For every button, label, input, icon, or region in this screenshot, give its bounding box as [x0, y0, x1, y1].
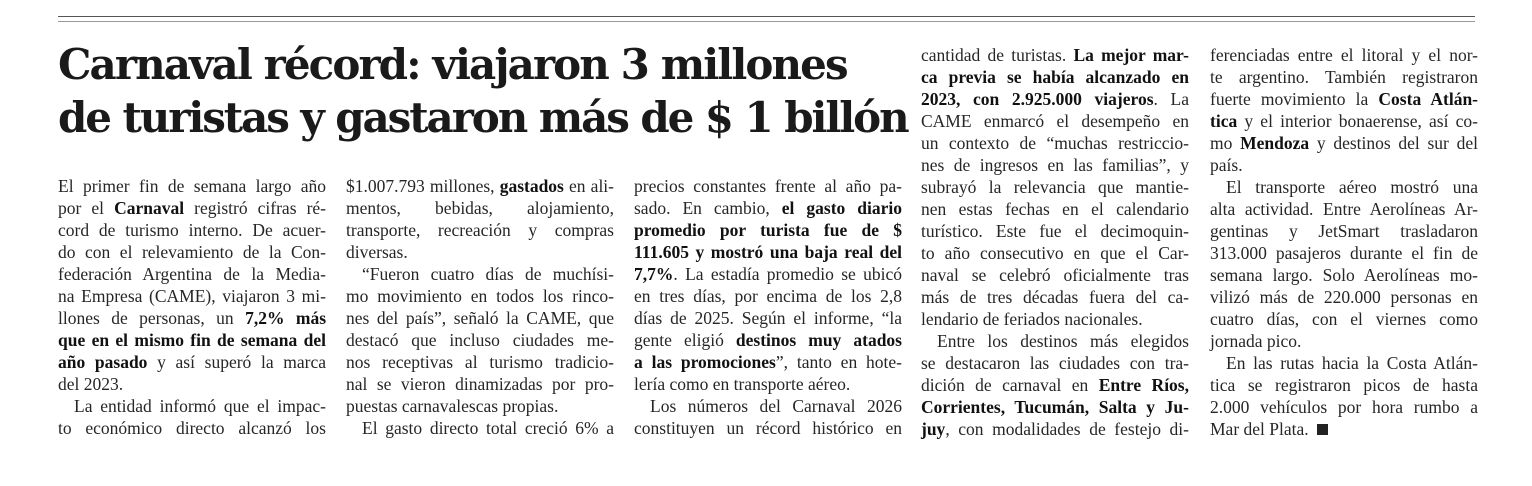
text-line: nal se vieron dinamizadas por pro- [346, 374, 614, 394]
bold-phrase: año pasado [58, 352, 148, 372]
text-line: transporte, recreación y compras [346, 220, 614, 240]
text-line: CAME enmarcó el desempeño en [921, 111, 1189, 131]
text-line: 313.000 pasajeros durante el fin de [1210, 243, 1478, 263]
text-line: to año consecutivo en que el Car- [921, 243, 1189, 263]
text-line: alta actividad. Entre Aerolíneas Ar- [1210, 199, 1478, 219]
text-line: “Fueron cuatro días de muchísi- [362, 264, 614, 284]
bold-phrase: Entre Ríos, [1098, 375, 1189, 395]
text-line: vilizó más de 220.000 personas en [1210, 287, 1478, 307]
bold-phrase: Carnaval [114, 198, 185, 218]
text-line: te argentino. También registraron [1210, 67, 1478, 87]
text-line: Mar del Plata. [1210, 418, 1478, 440]
text-line: El primer fin de semana largo año [58, 176, 326, 196]
bold-phrase: gastados [499, 176, 564, 196]
bold-phrase: promedio por turista fue de $ [634, 220, 902, 240]
bold-phrase: ca previa se había alcanzado en [921, 67, 1189, 87]
text-line: tica y el interior bonaerense, así co- [1210, 111, 1478, 131]
bold-phrase: Mendoza [1240, 133, 1310, 153]
text-line: naval se celebró oficialmente tras [921, 265, 1189, 285]
text-line: sado. En cambio, el gasto diario [634, 198, 902, 218]
end-of-article-mark [1317, 424, 1328, 435]
text-line: turístico. Este fue el decimoquin- [921, 221, 1189, 241]
text-line: constituyen un récord histórico en [634, 418, 902, 438]
bold-phrase: 7,7% [634, 264, 674, 284]
text-line: dición de carnaval en Entre Ríos, [921, 375, 1189, 395]
text-line: puestas carnavalescas propias. [346, 396, 559, 416]
text-line [921, 66, 1189, 88]
text-line: lería como en transporte aéreo. [634, 374, 851, 394]
text-line: nes del país”, señaló la CAME, que [346, 308, 614, 328]
text-line: tica se registraron picos de hasta [1210, 375, 1478, 395]
text-line: jornada pico. [1210, 331, 1302, 351]
text-line: El transporte aéreo mostró una [1226, 177, 1478, 197]
text-line: cuatro días, con el viernes como [1210, 309, 1478, 329]
text-line: nes de ingresos en las familias”, y [921, 155, 1189, 175]
text-line: Entre los destinos más elegidos [937, 331, 1189, 351]
text-line: por el Carnaval registró cifras ré- [58, 198, 326, 218]
article-column-1 [58, 175, 326, 439]
text-line: to económico directo alcanzó los [58, 418, 326, 438]
text-line: lendario de feriados nacionales. [921, 309, 1143, 329]
text-line: un contexto de “muchas restriccio- [921, 133, 1189, 153]
bold-phrase: que en el mismo fin de semana del [58, 330, 326, 350]
bold-phrase: destinos muy atados [735, 330, 902, 350]
bold-phrase: Corrientes, Tucumán, Salta y Ju- [921, 397, 1189, 417]
text-line: destacó que incluso ciudades me- [346, 330, 614, 350]
text-line: mentos, bebidas, alojamiento, [346, 198, 614, 218]
article-column-4 [921, 44, 1189, 440]
text-line: cantidad de turistas. La mejor mar- [921, 45, 1189, 65]
bold-phrase: Costa Atlán- [1378, 89, 1479, 109]
top-rule-thin [58, 21, 1475, 22]
text-line: 2023, con 2.925.000 viajeros. La [921, 89, 1189, 109]
text-line: en tres días, por encima de los 2,8 [634, 286, 902, 306]
bold-phrase: 111.605 y mostró una baja real del [634, 242, 902, 262]
headline-line-1: Carnaval récord: viajaron 3 millones [58, 40, 847, 89]
top-rule [58, 16, 1475, 17]
text-line [58, 329, 326, 351]
text-line: En las rutas hacia la Costa Atlán- [1226, 353, 1478, 373]
text-line: na Empresa (CAME), viajaron 3 mi- [58, 286, 326, 306]
headline-line-2: de turistas y gastaron más de $ 1 billón [58, 93, 908, 142]
text-line: do con el relevamiento de la Con- [58, 242, 326, 262]
text-line: nen estas fechas en el calendario [921, 199, 1189, 219]
text-line: federación Argentina de la Media- [58, 264, 326, 284]
headline [58, 38, 908, 144]
text-line: Los números del Carnaval 2026 [650, 396, 902, 416]
text-line: gentinas y JetSmart trasladaron [1210, 221, 1478, 241]
text-line: La entidad informó que el impac- [74, 396, 326, 416]
text-line: precios constantes frente al año pa- [634, 176, 902, 196]
text-line: del 2023. [58, 374, 124, 394]
text-line [634, 219, 902, 241]
text-line: 2.000 vehículos por hora rumbo a [1210, 397, 1478, 417]
text-line: se destacaron las ciudades con tra- [921, 353, 1189, 373]
bold-phrase: 7,2% más [245, 308, 327, 328]
text-line: $1.007.793 millones, gastados en ali- [346, 176, 614, 196]
bold-phrase: La mejor mar- [1073, 45, 1189, 65]
bold-phrase: a las promociones [634, 352, 776, 372]
text-line: diversas. [346, 242, 408, 262]
text-line [634, 241, 902, 263]
text-line: fuerte movimiento la Costa Atlán- [1210, 89, 1479, 109]
text-line: 7,7%. La estadía promedio se ubicó [634, 264, 902, 284]
bold-phrase: el gasto diario [781, 198, 902, 218]
text-line: ferenciadas entre el litoral y el nor- [1210, 45, 1478, 65]
text-line: cord de turismo interno. De acuer- [58, 220, 326, 240]
text-line: mo movimiento en todos los rinco- [346, 286, 614, 306]
text-line: nos receptivas al turismo tradicio- [346, 352, 614, 372]
article-column-2 [346, 175, 614, 439]
bold-phrase: juy [921, 419, 946, 439]
text-line [921, 396, 1189, 418]
text-line: mo Mendoza y destinos del sur del [1210, 133, 1478, 153]
text-line: país. [1210, 155, 1243, 175]
text-line: más de tres décadas fuera del ca- [921, 287, 1189, 307]
text-line: subrayó la relevancia que mantie- [921, 177, 1189, 197]
article-column-5 [1210, 44, 1478, 440]
text-line: gente eligió destinos muy atados [634, 330, 902, 350]
bold-phrase: tica [1210, 111, 1238, 131]
text-line: El gasto directo total creció 6% a [362, 418, 614, 438]
text-line: llones de personas, un 7,2% más [58, 308, 327, 328]
text-line: semana largo. Solo Aerolíneas mo- [1210, 265, 1478, 285]
text-line: año pasado y así superó la marca [58, 352, 326, 372]
text-line: a las promociones”, tanto en hote- [634, 352, 903, 372]
text-line: días de 2025. Según el informe, “la [634, 308, 902, 328]
article-column-3 [634, 175, 902, 439]
text-line: juy, con modalidades de festejo di- [921, 419, 1189, 439]
bold-phrase: 2023, con 2.925.000 viajeros [921, 89, 1154, 109]
